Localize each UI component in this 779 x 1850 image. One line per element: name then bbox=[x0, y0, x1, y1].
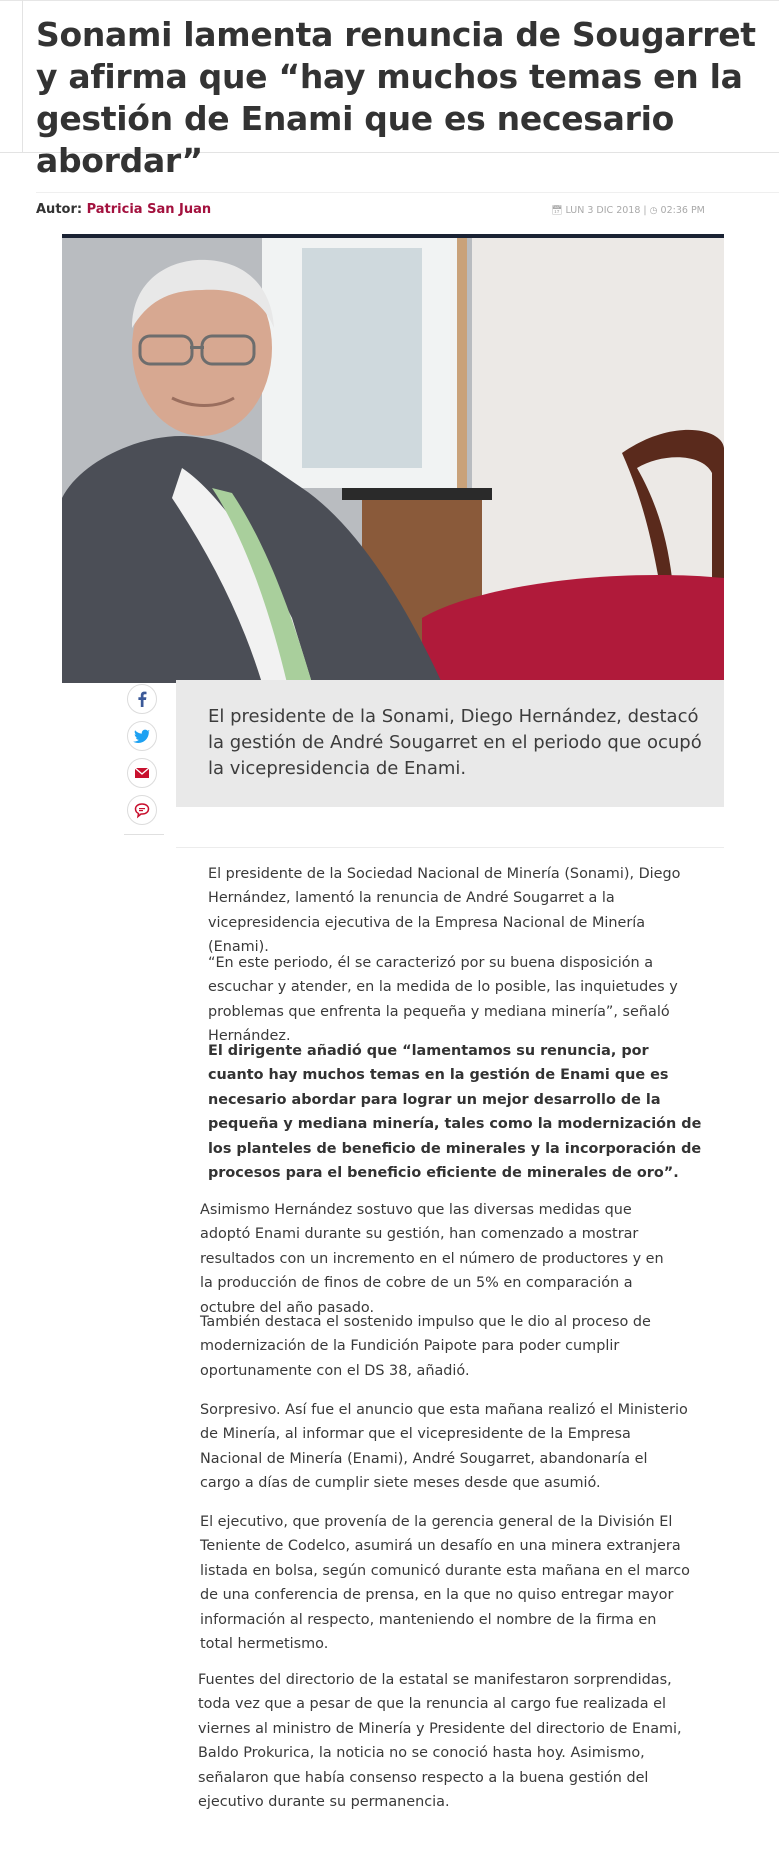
headline-box bbox=[0, 0, 779, 180]
body-paragraph: El presidente de la Sociedad Nacional de Minería (Sonami), Diego Hernández, lamentó la renuncia de André Sougarret a la vicepresidencia ejecutiva de la Empresa Nacional de Minería (Enami). bbox=[208, 866, 681, 956]
share-facebook-button[interactable] bbox=[127, 684, 157, 714]
comment-icon bbox=[133, 801, 151, 819]
share-comment-button[interactable] bbox=[127, 795, 157, 825]
author-link[interactable]: Patricia San Juan bbox=[86, 202, 212, 217]
date-separator: | bbox=[643, 205, 647, 216]
body-paragraph: Fuentes del directorio de la estatal se manifestaron sorprendidas, toda vez que a pesar de que la renuncia al cargo fue realizada el viernes al ministro de Minería y Presidente del directorio de Enami, Baldo Prokurica, la noticia no se conoció hasta hoy. Asimismo, señalaron que había consenso respecto a la buena gestión del ejecutivo durante su permanencia. bbox=[198, 1672, 682, 1811]
article-headline: Sonami lamenta renuncia de Sougarret y afirma que “hay muchos temas en la gestión de Enami que es necesario abordar” bbox=[36, 15, 756, 180]
twitter-icon bbox=[133, 727, 151, 745]
facebook-icon bbox=[133, 690, 151, 708]
body-paragraph: El ejecutivo, que provenía de la gerencia general de la División El Teniente de Codelco, asumirá un desafío en una minera extranjera listada en bolsa, según comunicó durante esta mañana en el marco de una conferencia de prensa, en la que no quiso entregar mayor información al respecto, manteniendo el nombre de la firma en total hermetismo. bbox=[200, 1514, 690, 1653]
body-paragraph: Asimismo Hernández sostuvo que las diversas medidas que adoptó Enami durante su gestión, han comenzado a mostrar resultados con un incremento en el número de productores y en la producción de finos de cobre de un 5% en comparación a octubre del año pasado. bbox=[200, 1202, 664, 1316]
clock-icon: ◷ bbox=[649, 206, 658, 216]
summary-box bbox=[176, 680, 724, 807]
share-email-button[interactable] bbox=[127, 758, 157, 788]
share-divider bbox=[124, 834, 164, 835]
body-paragraph-bold: El dirigente añadió que “lamentamos su renuncia, por cuanto hay muchos temas en la gestión de Enami que es necesario abordar para lograr un mejor desarrollo de la pequeña y mediana minería, tales como la modernización de los planteles de beneficio de minerales y la incorporación de procesos para el beneficio eficiente de minerales de oro”. bbox=[208, 1043, 702, 1182]
article-summary: El presidente de la Sonami, Diego Hernández, destacó la gestión de André Sougarret en el periodo que ocupó la vicepresidencia de Enami. bbox=[208, 706, 702, 779]
article-date: LUN 3 DIC 2018 bbox=[565, 205, 641, 216]
hero-image bbox=[62, 234, 724, 683]
share-twitter-button[interactable] bbox=[127, 721, 157, 751]
hero-photo bbox=[62, 238, 724, 683]
summary-divider bbox=[176, 847, 724, 848]
calendar-icon: 📅︎ bbox=[551, 206, 563, 216]
body-paragraph: Sorpresivo. Así fue el anuncio que esta mañana realizó el Ministerio de Minería, al informar que el vicepresidente de la Empresa Nacional de Minería (Enami), André Sougarret, abandonaría el cargo a días de cumplir siete meses desde que asumió. bbox=[200, 1402, 688, 1492]
author-line bbox=[36, 202, 211, 217]
dateline bbox=[551, 205, 705, 216]
email-icon bbox=[133, 764, 151, 782]
meta-divider bbox=[36, 192, 779, 193]
article-time: 02:36 PM bbox=[660, 205, 705, 216]
author-label: Autor: bbox=[36, 202, 83, 217]
body-paragraph: También destaca el sostenido impulso que le dio al proceso de modernización de la Fundición Paipote para poder cumplir oportunamente con el DS 38, añadió. bbox=[200, 1314, 651, 1379]
headline-divider bbox=[22, 0, 23, 152]
body-paragraph: “En este periodo, él se caracterizó por su buena disposición a escuchar y atender, en la medida de lo posible, las inquietudes y problemas que enfrenta la pequeña y mediana minería”, señaló Hernández. bbox=[208, 955, 678, 1045]
